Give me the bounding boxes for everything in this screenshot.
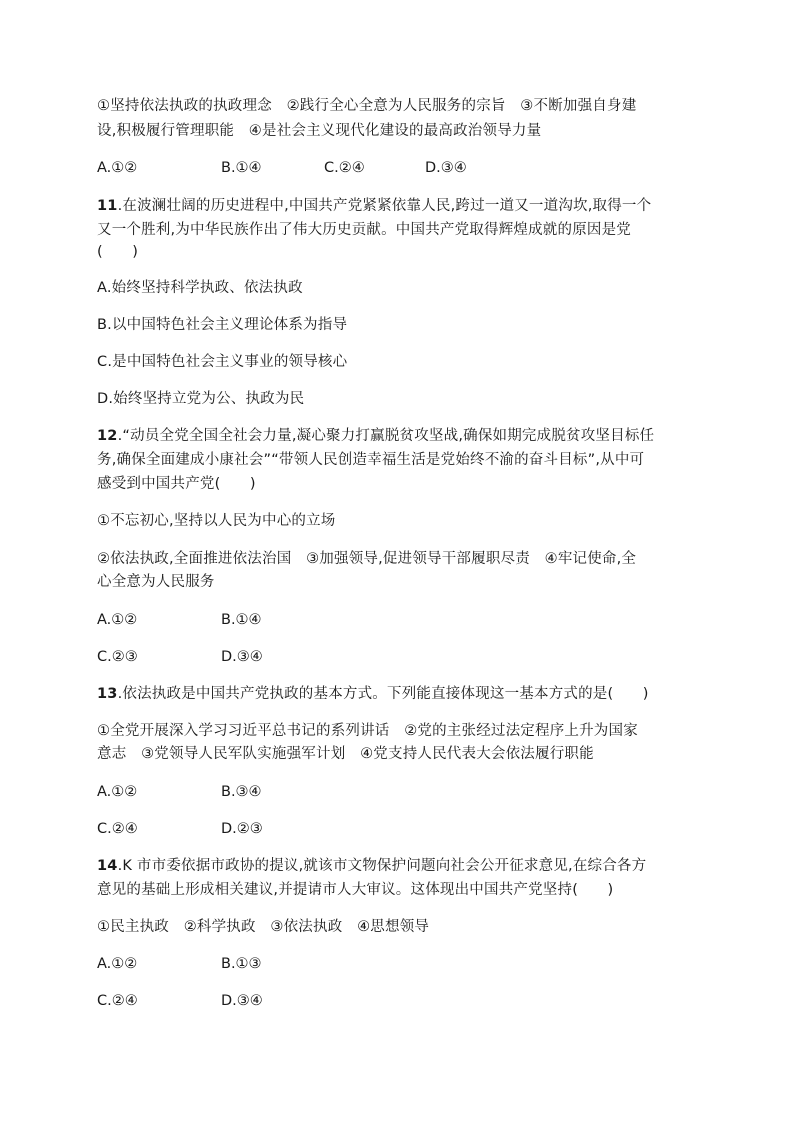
q12-number: 12	[97, 428, 118, 444]
q10-statements-line1: ①坚持依法执政的执政理念 ②践行全心全意为人民服务的宗旨 ③不断加强自身建	[97, 98, 637, 114]
q12-stem-line3: 感受到中国共产党( )	[97, 476, 256, 492]
q13-option-a[interactable]: A.①②	[97, 784, 138, 800]
q12-option-d[interactable]: D.③④	[221, 649, 263, 665]
q14-option-b[interactable]: B.①③	[221, 956, 262, 972]
q14-stem-line2: 意见的基础上形成相关建议,并提请市人大审议。这体现出中国共产党坚持( )	[97, 882, 614, 898]
q11-stem-line1	[97, 196, 651, 216]
q13-option-d[interactable]: D.②③	[221, 821, 263, 837]
q14-option-d[interactable]: D.③④	[221, 993, 263, 1009]
q11-answer-blank: ( )	[97, 244, 139, 260]
q14-option-c[interactable]: C.②④	[97, 993, 138, 1009]
q13-option-b[interactable]: B.③④	[221, 784, 262, 800]
q12-statements-line1: ②依法执政,全面推进依法治国 ③加强领导,促进领导干部履职尽责 ④牢记使命,全	[97, 551, 637, 567]
q13-statements-line2: 意志 ③党领导人民军队实施强军计划 ④党支持人民代表大会依法履行职能	[97, 746, 594, 762]
q10-option-d[interactable]: D.③④	[425, 160, 467, 176]
q12-statements-line2: 心全意为人民服务	[97, 574, 215, 590]
q12-stem-line2: 务,确保全面建成小康社会”“带领人民创造幸福生活是党始终不渝的奋斗目标”,从中可	[97, 452, 645, 468]
q13-stem-line1	[97, 684, 649, 704]
q13-statements-line1: ①全党开展深入学习习近平总书记的系列讲话 ②党的主张经过法定程序上升为国家	[97, 723, 638, 739]
q13-option-c[interactable]: C.②④	[97, 821, 138, 837]
q10-option-b[interactable]: B.①④	[221, 160, 262, 176]
q10-option-c[interactable]: C.②④	[324, 160, 365, 176]
q11-option-c[interactable]: C.是中国特色社会主义事业的领导核心	[97, 354, 348, 370]
q11-stem-text: .在波澜壮阔的历史进程中,中国共产党紧紧依靠人民,跨过一道又一道沟坎,取得一个	[117, 198, 652, 214]
q13-number: 13	[97, 686, 118, 702]
q11-option-a[interactable]: A.始终坚持科学执政、依法执政	[97, 280, 303, 296]
q12-option-a[interactable]: A.①②	[97, 612, 138, 628]
q14-option-a[interactable]: A.①②	[97, 956, 138, 972]
q14-number: 14	[97, 858, 118, 874]
q14-stem-line1	[97, 856, 646, 876]
q11-number: 11	[97, 198, 118, 214]
q12-stem-text: .“动员全党全国全社会力量,凝心聚力打赢脱贫攻坚战,确保如期完成脱贫攻坚目标任	[117, 428, 655, 444]
q11-option-d[interactable]: D.始终坚持立党为公、执政为民	[97, 391, 305, 407]
q12-stem-line1	[97, 426, 654, 446]
q12-option-b[interactable]: B.①④	[221, 612, 262, 628]
q10-statements-line2: 设,积极履行管理职能 ④是社会主义现代化建设的最高政治领导力量	[97, 123, 542, 139]
q10-option-a[interactable]: A.①②	[97, 160, 138, 176]
q11-option-b[interactable]: B.以中国特色社会主义理论体系为指导	[97, 317, 348, 333]
q14-statements: ①民主执政 ②科学执政 ③依法执政 ④思想领导	[97, 919, 430, 935]
q11-stem-line2: 又一个胜利,为中华民族作出了伟大历史贡献。中国共产党取得辉煌成就的原因是党	[97, 222, 632, 238]
q14-stem-text: .K 市市委依据市政协的提议,就该市文物保护问题向社会公开征求意见,在综合各方	[117, 858, 647, 874]
q13-stem-text: .依法执政是中国共产党执政的基本方式。下列能直接体现这一基本方式的是( )	[117, 686, 649, 702]
q12-option-c[interactable]: C.②③	[97, 649, 138, 665]
q12-statement-1: ①不忘初心,坚持以人民为中心的立场	[97, 513, 336, 529]
